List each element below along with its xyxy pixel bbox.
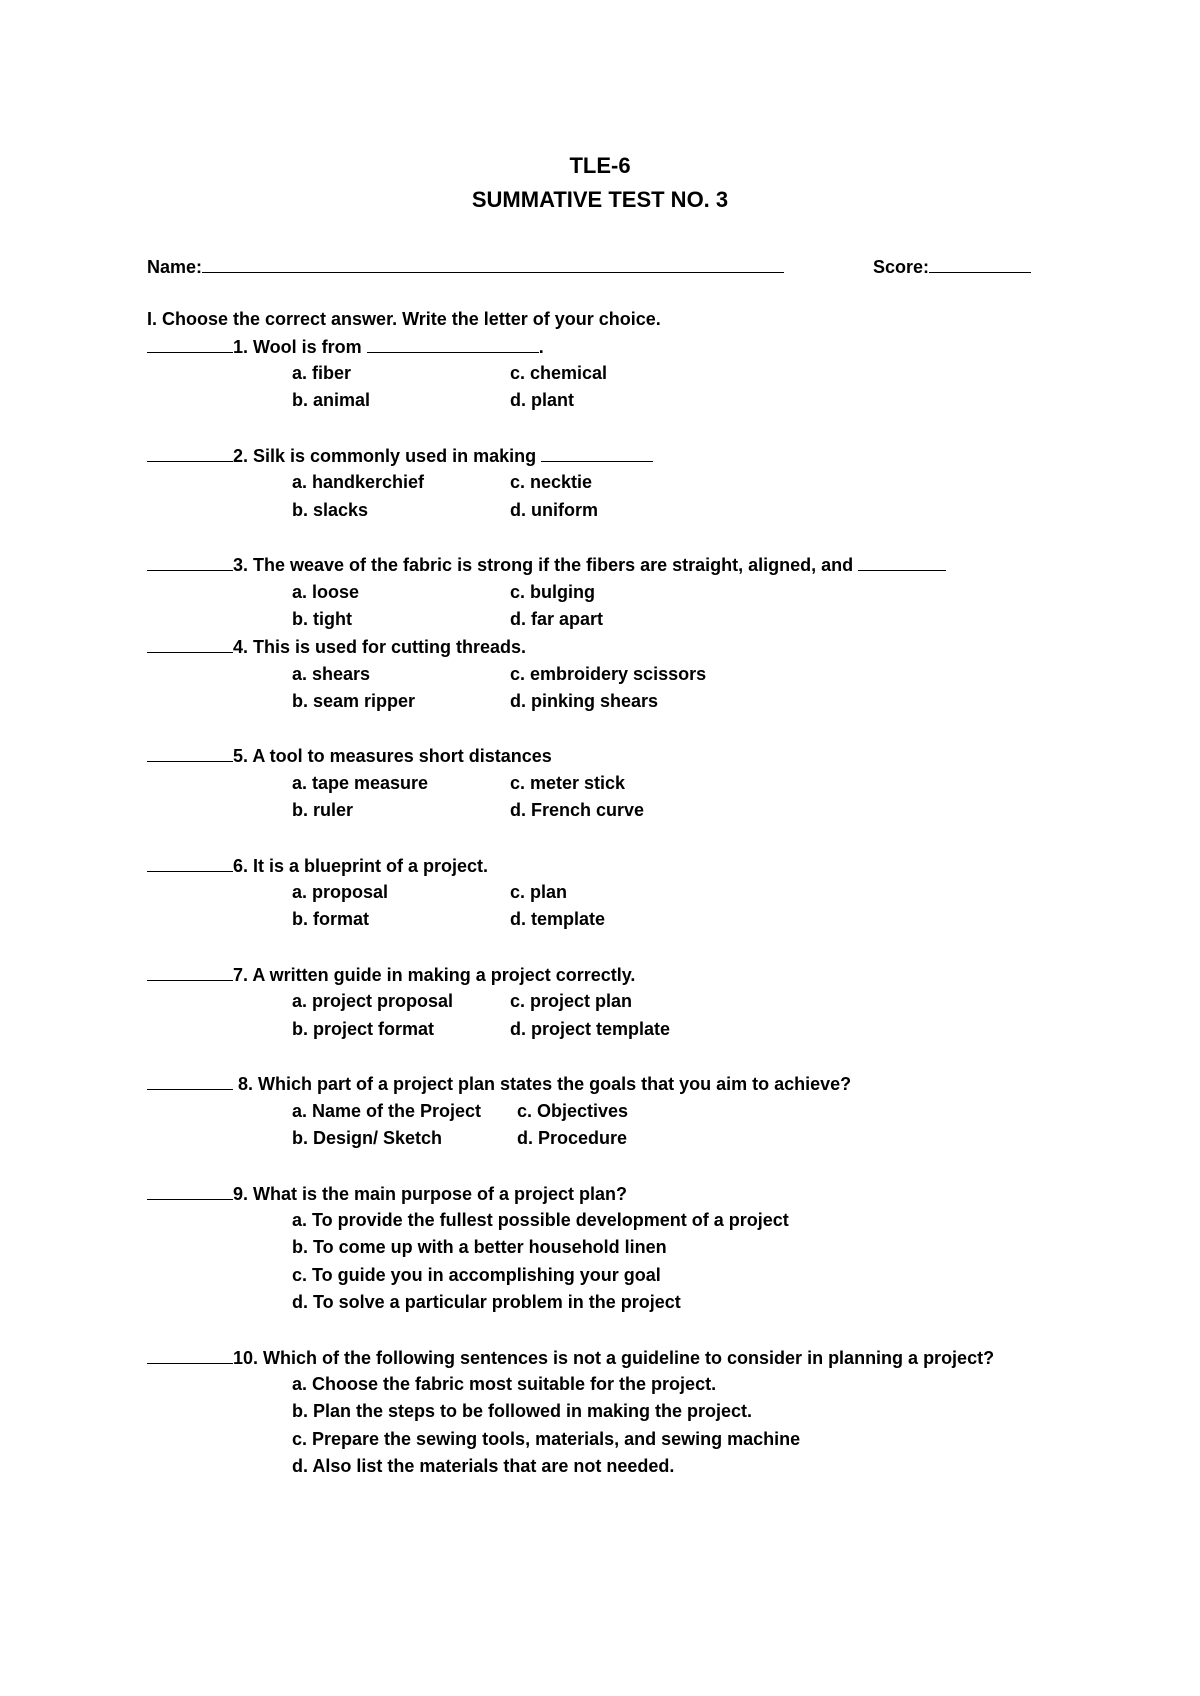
subject-title: TLE-6	[569, 153, 631, 178]
question-stem: 2. Silk is commonly used in making	[233, 446, 537, 466]
option: c. chemical	[510, 363, 608, 383]
question-10	[147, 1345, 994, 1370]
option: b. tight	[292, 609, 352, 629]
answer-blank[interactable]	[147, 743, 233, 762]
answer-blank[interactable]	[147, 853, 233, 872]
option: b. format	[292, 909, 370, 929]
option: b. project format	[292, 1019, 435, 1039]
option: d. Also list the materials that are not needed.	[292, 1456, 675, 1476]
name-row	[147, 254, 784, 279]
option: a. shears	[292, 664, 371, 684]
answer-blank[interactable]	[147, 443, 233, 462]
name-label: Name:	[147, 257, 203, 277]
option: c. plan	[510, 882, 568, 902]
fill-in-blank	[541, 443, 653, 462]
score-blank[interactable]	[929, 254, 1031, 273]
score-row	[873, 254, 1031, 279]
option: c. Prepare the sewing tools, materials, and sewing machine	[292, 1429, 801, 1449]
option: a. proposal	[292, 882, 389, 902]
option: c. bulging	[510, 582, 595, 602]
question-3	[147, 552, 946, 577]
option: d. French curve	[510, 800, 645, 820]
answer-blank[interactable]	[147, 1071, 233, 1090]
option: b. Plan the steps to be followed in making the project.	[292, 1401, 753, 1421]
answer-blank[interactable]	[147, 334, 233, 353]
option: a. Name of the Project	[292, 1101, 482, 1121]
question-stem: 1. Wool is from	[233, 337, 362, 357]
option: b. ruler	[292, 800, 354, 820]
option: d. To solve a particular problem in the project	[292, 1292, 681, 1312]
option: a. fiber	[292, 363, 352, 383]
option: d. pinking shears	[510, 691, 659, 711]
option: b. To come up with a better household linen	[292, 1237, 667, 1257]
question-9	[147, 1181, 627, 1206]
answer-blank[interactable]	[147, 552, 233, 571]
question-stem: 9. What is the main purpose of a project plan?	[233, 1184, 628, 1204]
answer-blank[interactable]	[147, 1345, 233, 1364]
option: b. seam ripper	[292, 691, 416, 711]
instructions: I. Choose the correct answer. Write the letter of your choice.	[147, 309, 661, 329]
option: d. Procedure	[517, 1128, 628, 1148]
question-stem: 5. A tool to measures short distances	[233, 746, 552, 766]
option: a. Choose the fabric most suitable for the project.	[292, 1374, 717, 1394]
question-1	[147, 334, 544, 359]
fill-in-blank	[367, 334, 539, 353]
option: b. slacks	[292, 500, 369, 520]
answer-blank[interactable]	[147, 1181, 233, 1200]
score-label: Score:	[873, 257, 930, 277]
question-stem-end: .	[538, 337, 544, 357]
option: a. tape measure	[292, 773, 429, 793]
option: b. animal	[292, 390, 371, 410]
question-8	[147, 1071, 851, 1096]
option: d. far apart	[510, 609, 604, 629]
option: d. template	[510, 909, 606, 929]
fill-in-blank	[858, 552, 946, 571]
question-5	[147, 743, 552, 768]
question-4	[147, 634, 526, 659]
question-stem: 10. Which of the following sentences is not a guideline to consider in planning a project?	[233, 1348, 995, 1368]
question-stem: 7. A written guide in making a project correctly.	[233, 965, 636, 985]
option: a. To provide the fullest possible development of a project	[292, 1210, 789, 1230]
question-stem: 8. Which part of a project plan states the goals that you aim to achieve?	[238, 1074, 852, 1094]
answer-blank[interactable]	[147, 634, 233, 653]
question-stem: 4. This is used for cutting threads.	[233, 637, 527, 657]
option: c. meter stick	[510, 773, 626, 793]
option: a. handkerchief	[292, 472, 425, 492]
option: c. necktie	[510, 472, 593, 492]
option: c. Objectives	[517, 1101, 629, 1121]
option: c. project plan	[510, 991, 633, 1011]
option: c. embroidery scissors	[510, 664, 707, 684]
option: d. uniform	[510, 500, 598, 520]
question-stem: 6. It is a blueprint of a project.	[233, 856, 489, 876]
option: c. To guide you in accomplishing your goal	[292, 1265, 661, 1285]
answer-blank[interactable]	[147, 962, 233, 981]
question-7	[147, 962, 635, 987]
test-title: SUMMATIVE TEST NO. 3	[471, 187, 729, 212]
question-6	[147, 853, 488, 878]
option: b. Design/ Sketch	[292, 1128, 443, 1148]
name-blank[interactable]	[202, 254, 784, 273]
option: d. project template	[510, 1019, 671, 1039]
option: a. project proposal	[292, 991, 454, 1011]
question-stem: 3. The weave of the fabric is strong if the fibers are straight, aligned, and	[233, 555, 854, 575]
option: d. plant	[510, 390, 574, 410]
option: a. loose	[292, 582, 360, 602]
question-2	[147, 443, 653, 468]
